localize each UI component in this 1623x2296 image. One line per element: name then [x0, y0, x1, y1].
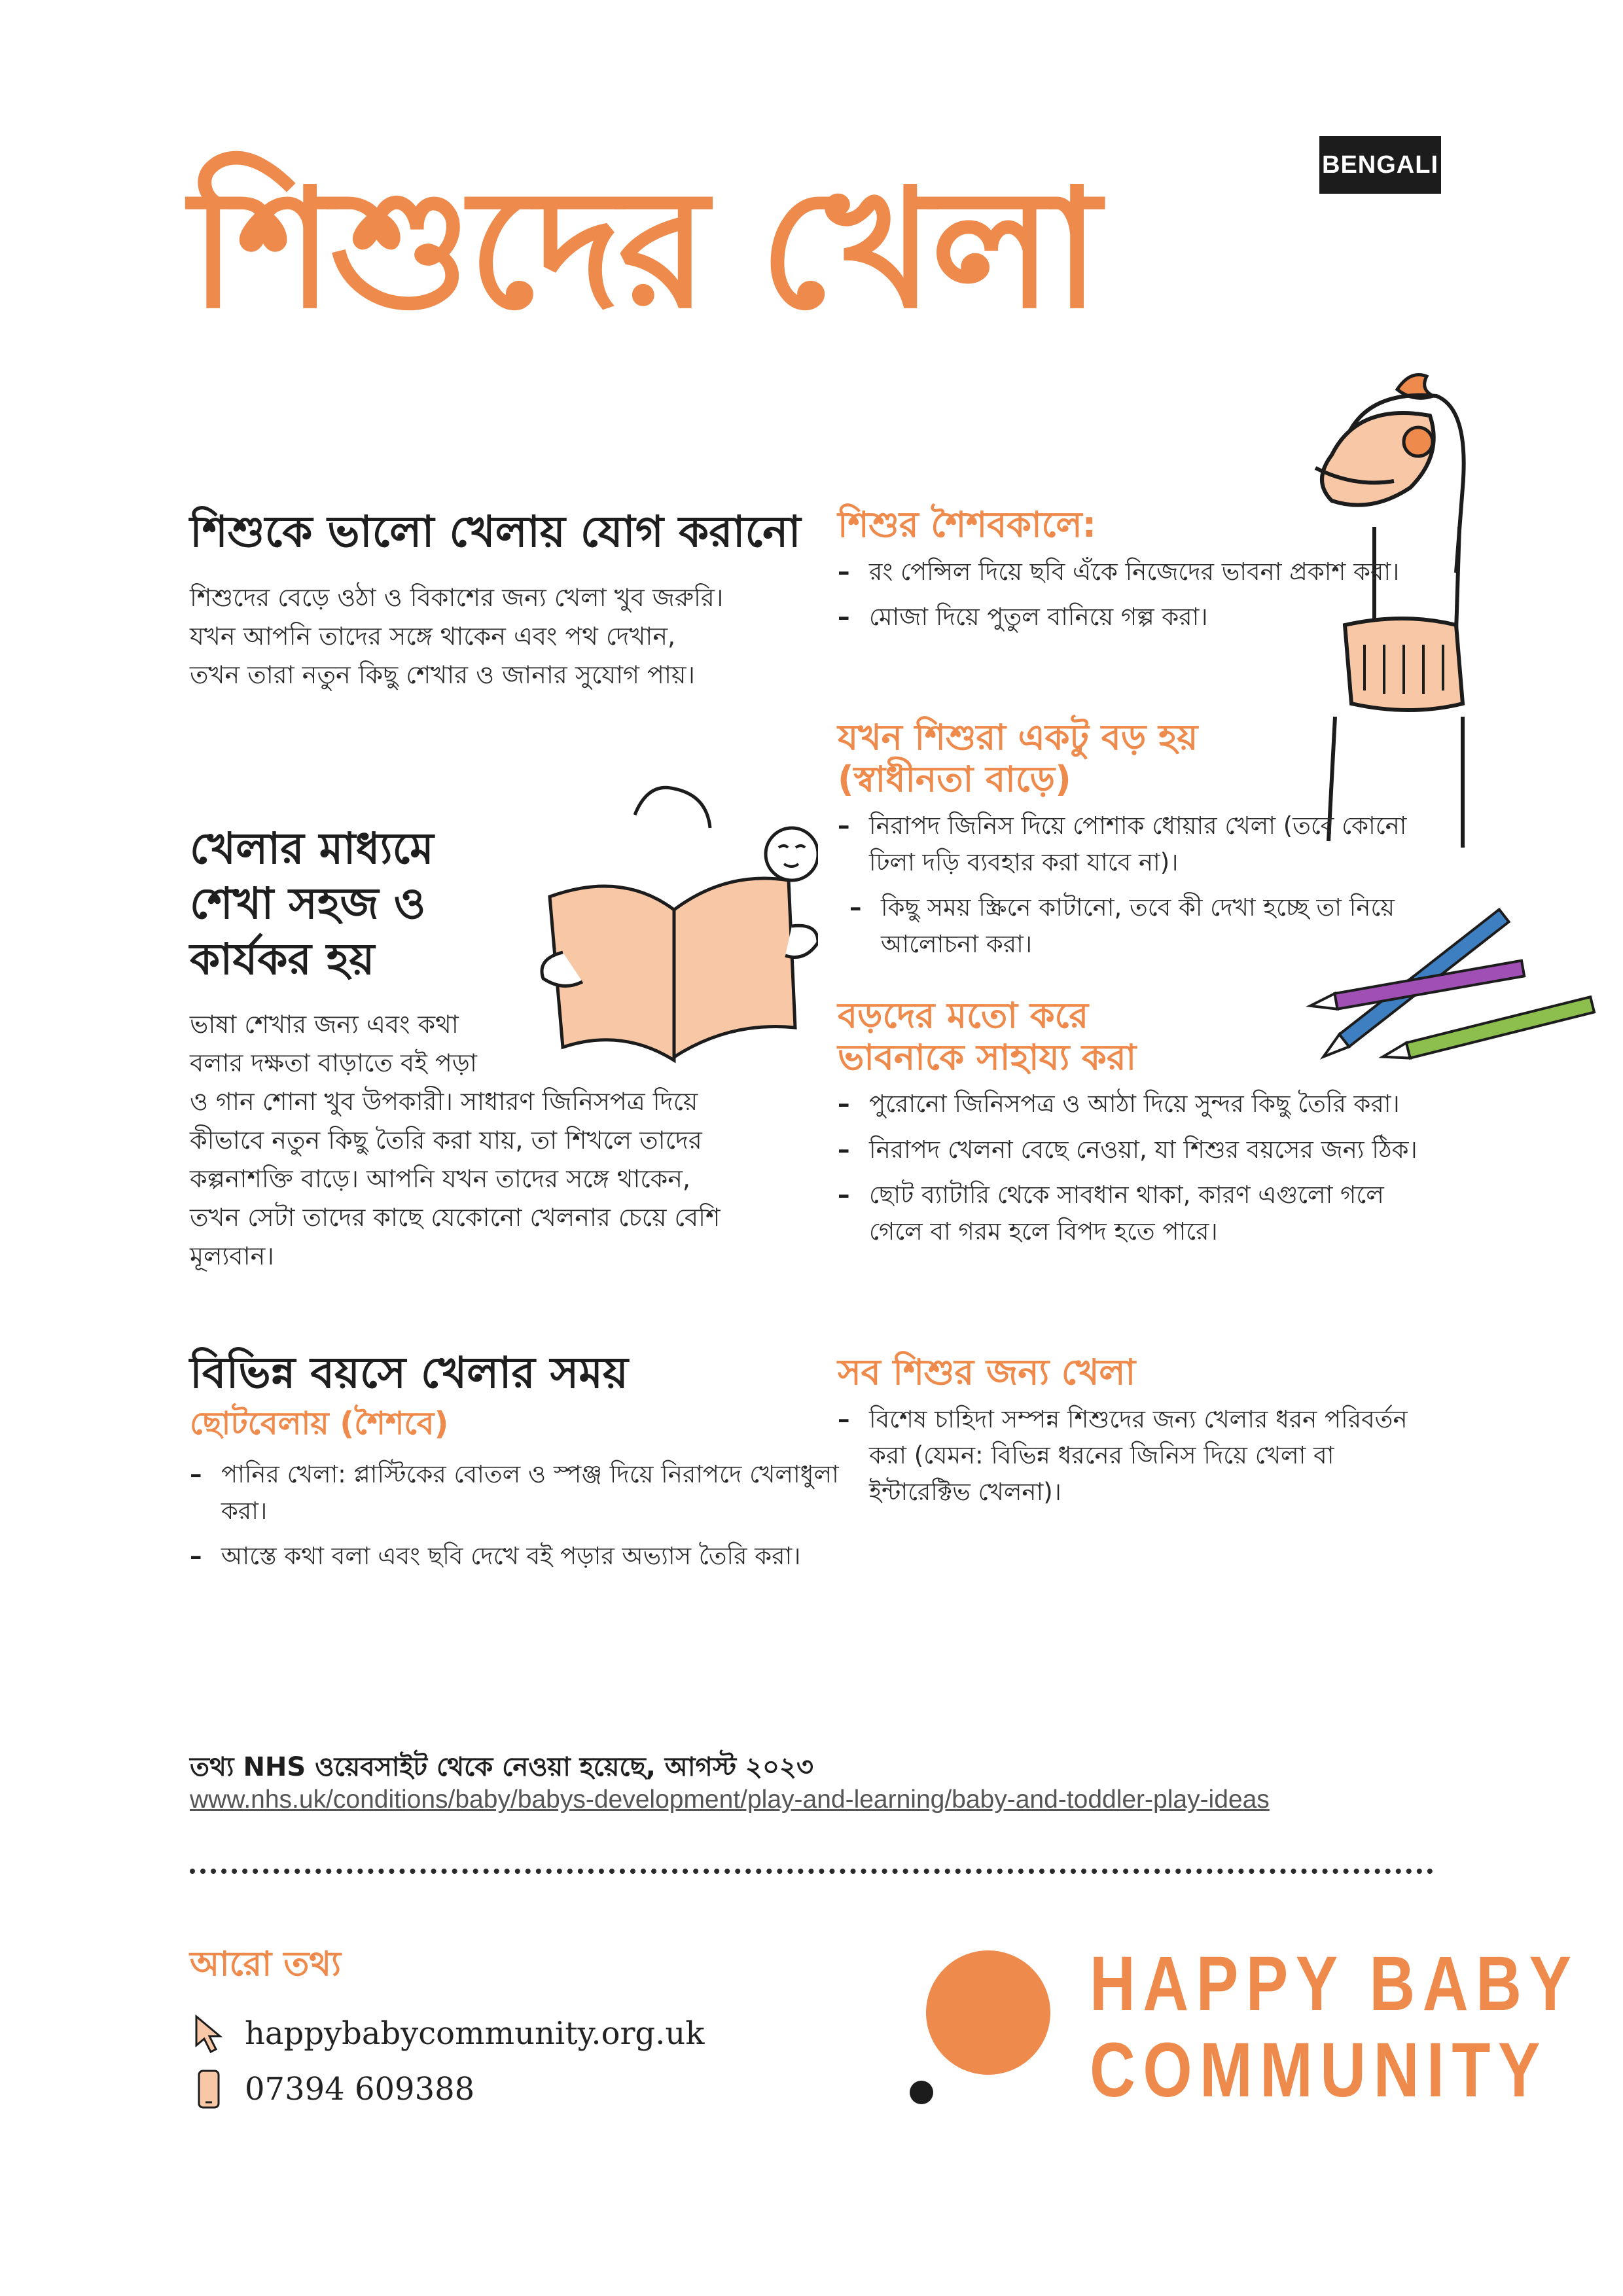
- dash-icon: –: [838, 1135, 850, 1164]
- section-ages: [190, 1345, 844, 1584]
- reading-book-illustration: [537, 782, 818, 1064]
- bullet-list: [838, 1086, 1427, 1249]
- puppet-eye: [1404, 427, 1433, 456]
- bullet-list: [838, 1401, 1427, 1511]
- item-text: বিশেষ চাহিদা সম্পন্ন শিশুদের জন্য খেলার ধরন পরিবর্তন করা (যেমন: বিভিন্ন ধরনের জিনিস দিয়ে খেলা বা ইন্টারেক্টিভ খেলনা)।: [869, 1405, 1408, 1506]
- list-item: [190, 1456, 844, 1529]
- item-text: ছোট ব্যাটারি থেকে সাবধান থাকা, কারণ এগুলো গলে গেলে বা গরম হলে বিপদ হতে পারে।: [869, 1181, 1384, 1246]
- list-item: [838, 599, 1427, 636]
- website-row[interactable]: [190, 2013, 704, 2054]
- subheading: ছোটবেলায় (শৈশবে): [190, 1405, 449, 1442]
- website-link[interactable]: happybabycommunity.org.uk: [245, 2015, 705, 2052]
- item-text: নিরাপদ জিনিস দিয়ে পোশাক ধোয়ার খেলা (তবে কোনো ঢিলা দড়ি ব্যবহার করা যাবে না)।: [869, 812, 1407, 876]
- list-item: [838, 1177, 1427, 1249]
- heading-line: কার্যকর হয়: [190, 933, 375, 984]
- item-text: কিছু সময় স্ক্রিনে কাটানো, তবে কী দেখা হচ্ছে তা নিয়ে আলোচনা করা।: [881, 893, 1395, 958]
- item-text: পানির খেলা: প্লাস্টিকের বোতল ও স্পঞ্জ দিয়ে নিরাপদে খেলাধুলা করা।: [221, 1460, 839, 1525]
- list-item: [838, 808, 1427, 880]
- dash-icon: –: [849, 893, 862, 922]
- dash-icon: –: [838, 1090, 850, 1119]
- body-line: বলার দক্ষতা বাড়াতে বই পড়া: [190, 1049, 477, 1078]
- body-line: তখন তারা নতুন কিছু শেখার ও জানার সুযোগ পায়।: [190, 660, 695, 689]
- language-badge: BENGALI: [1319, 136, 1441, 194]
- logo-dark-dot: [910, 2081, 933, 2104]
- body-line: শিশুদের বেড়ে ওঠা ও বিকাশের জন্য খেলা খুব জরুরি।: [190, 583, 724, 612]
- body-line: ভাষা শেখার জন্য এবং কথা: [190, 1010, 459, 1039]
- heading-line: খেলার মাধ্যমে: [190, 823, 434, 874]
- source-link[interactable]: www.nhs.uk/conditions/baby/babys-development/play-and-learning/baby-and-toddler-play-ideas: [190, 1785, 1270, 1814]
- section-heading: শিশুকে ভালো খেলায় যোগ করানো: [190, 507, 801, 557]
- list-item: [190, 1538, 844, 1575]
- heading-line: যখন শিশুরা একটু বড় হয়: [838, 717, 1198, 758]
- baby-head: [766, 828, 818, 880]
- section-body: [190, 579, 818, 694]
- section-heading: [838, 995, 1427, 1078]
- heading-line: ভাবনাকে সাহায্য করা: [838, 1036, 1137, 1078]
- list-item: [838, 1132, 1427, 1168]
- section-heading: [838, 717, 1427, 800]
- phone-number[interactable]: 07394 609388: [245, 2071, 475, 2108]
- section-heading: সব শিশুর জন্য খেলা: [838, 1352, 1136, 1393]
- brand-logo-mark: [903, 1947, 1060, 2111]
- dash-icon: –: [190, 1542, 202, 1571]
- phone-row[interactable]: [190, 2068, 474, 2110]
- brand-line: HAPPY BABY: [1090, 1941, 1579, 2027]
- body-line: মূল্যবান।: [190, 1241, 274, 1270]
- dash-icon: –: [838, 812, 850, 840]
- body-line: ও গান শোনা খুব উপকারী। সাধারণ জিনিসপত্র দিয়ে: [190, 1087, 698, 1117]
- heading-line: বড়দের মতো করে: [838, 995, 1089, 1036]
- body-line: তখন সেটা তাদের কাছে যেকোনো খেলনার চেয়ে বেশি: [190, 1202, 721, 1232]
- arm-outline: [635, 787, 710, 828]
- mobile-phone-icon: [190, 2068, 229, 2110]
- body-line: কীভাবে নতুন কিছু তৈরি করা যায়, তা শিখলে তাদের: [190, 1126, 702, 1155]
- cursor-arrow-icon: [190, 2013, 229, 2054]
- item-text: রং পেন্সিল দিয়ে ছবি এঁকে নিজেদের ভাবনা প্রকাশ করা।: [869, 557, 1400, 586]
- dash-icon: –: [838, 557, 850, 586]
- list-item: [838, 1401, 1427, 1511]
- dash-icon: –: [838, 1181, 850, 1210]
- item-text: নিরাপদ খেলনা বেছে নেওয়া, যা শিশুর বয়সের জন্য ঠিক।: [869, 1135, 1418, 1164]
- section-all-children: [838, 1352, 1427, 1519]
- brand-wordmark: [1090, 1941, 1578, 2113]
- dash-icon: –: [190, 1460, 202, 1489]
- item-text: আস্তে কথা বলা এবং ছবি দেখে বই পড়ার অভ্যাস তৈরি করা।: [221, 1542, 801, 1571]
- page-title: শিশুদের খেলা: [190, 154, 1098, 344]
- item-text: পুরোনো জিনিসপত্র ও আঠা দিয়ে সুন্দর কিছু তৈরি করা।: [869, 1090, 1400, 1119]
- source-title: তথ্য NHS ওয়েবসাইট থেকে নেওয়া হয়েছে, আগস্ট ২০২৩: [190, 1752, 813, 1782]
- bullet-list: [190, 1456, 844, 1575]
- book-right-page: [674, 878, 795, 1057]
- body-line: কল্পনাশক্তি বাড়ে। আপনি যখন তাদের সঙ্গে থাকেন,: [190, 1164, 690, 1193]
- section-good-play: [190, 504, 818, 694]
- section-heading: শিশুর শৈশবকালে:: [838, 504, 1097, 545]
- body-line: যখন আপনি তাদের সঙ্গে থাকেন এবং পথ দেখান,: [190, 621, 676, 651]
- section-infancy: [838, 504, 1427, 645]
- item-text: মোজা দিয়ে পুতুল বানিয়ে গল্প করা।: [869, 603, 1208, 632]
- logo-orange-circle: [926, 1950, 1050, 2075]
- section-adult-thinking: [838, 995, 1427, 1259]
- list-item: [838, 1086, 1427, 1122]
- heading-line: শেখা সহজ ও: [190, 878, 426, 929]
- section-heading: বিভিন্ন বয়সে খেলার সময়: [190, 1348, 628, 1398]
- more-info-title: আরো তথ্য: [190, 1945, 342, 1984]
- list-item: [838, 554, 1427, 590]
- heading-line: (স্বাধীনতা বাড়ে): [838, 758, 1071, 800]
- dotted-divider: [190, 1869, 1433, 1874]
- bullet-list: [838, 554, 1427, 636]
- dash-icon: –: [838, 1405, 850, 1433]
- dash-icon: –: [838, 603, 850, 632]
- brand-line: COMMUNITY: [1090, 2027, 1548, 2114]
